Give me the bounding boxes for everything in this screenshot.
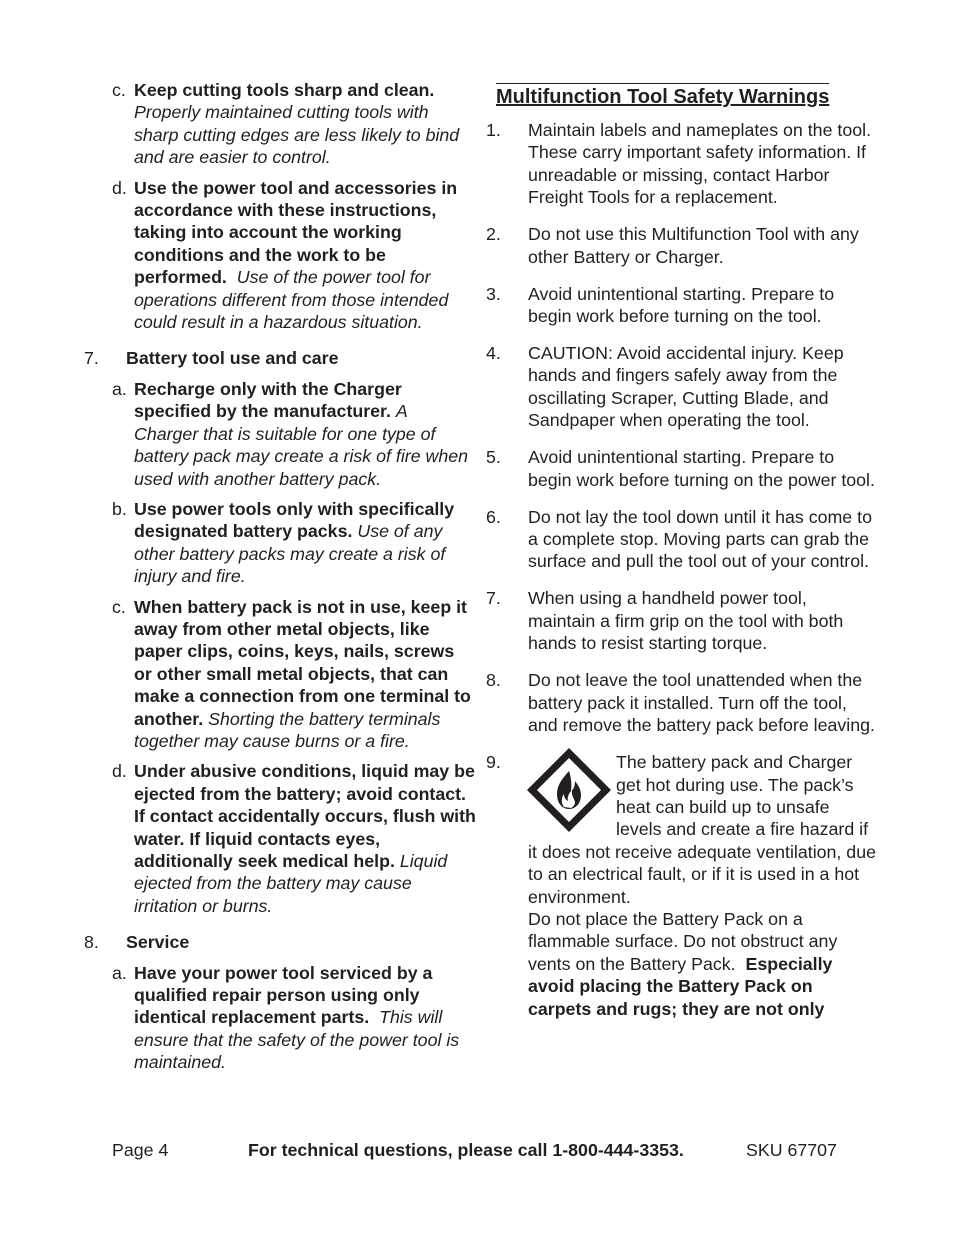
item-text: CAUTION: Avoid accidental injury. Keep hands and fingers safely away from the oscillating Scraper, Cutting Blade, and Sandpaper when operating the tool.: [528, 343, 844, 431]
subitem-italic-text: Use of the power tool for operations different from those intended could result in a hazardous situation.: [134, 267, 449, 333]
subitem-letter: b.: [112, 498, 127, 519]
subitem-letter: c.: [112, 596, 126, 617]
section-number: 7.: [84, 348, 99, 369]
fire-hazard-icon: [526, 747, 612, 833]
subitem-bold-text: Use power tools only with specifically designated battery packs.: [134, 498, 455, 542]
warning-item-fire: [486, 751, 878, 1020]
item-number: 9.: [486, 752, 501, 773]
subitem-italic-text: Use of any other battery packs may create a risk of injury and fire.: [134, 521, 446, 587]
item-number: 4.: [486, 343, 501, 364]
item-number: 8.: [486, 670, 501, 691]
warning-item: [486, 223, 878, 268]
fire-warning-text-2: Do not place the Battery Pack on a flammable surface. Do not obstruct any vents on the Battery Pack.: [528, 908, 838, 974]
subitem-italic-text: This will ensure that the safety of the power tool is maintained.: [134, 1007, 460, 1073]
section-title: Battery tool use and care: [126, 348, 339, 369]
item-number: 3.: [486, 283, 501, 304]
item-text: Avoid unintentional starting. Prepare to begin work before turning on the tool.: [528, 283, 835, 327]
subitem-bold-text: When battery pack is not in use, keep it away from other metal objects, like paper clips, coins, keys, nails, screws or other small metal objects, that can make a connection from one terminal to another.: [134, 596, 471, 729]
subitem-bold-text: Recharge only with the Charger specified by the manufacturer.: [134, 378, 402, 422]
subitem-keep-cutting-tools: [84, 79, 476, 169]
item-text: Do not leave the tool unattended when the battery pack it installed. Turn off the tool, and remove the battery pack before leaving.: [528, 670, 875, 736]
item-number: 7.: [486, 588, 501, 609]
warning-item: [486, 669, 878, 736]
subitem-italic-text: Shorting the battery terminals together may cause burns or a fire.: [134, 708, 441, 751]
subitem-italic-text: Properly maintained cutting tools with sharp cutting edges are less likely to bind and are easier to control.: [134, 102, 460, 168]
warning-item: [486, 587, 878, 654]
item-text: Avoid unintentional starting. Prepare to begin work before turning on the power tool.: [528, 447, 875, 490]
sku-label: SKU 67707: [746, 1140, 837, 1160]
warning-item: [486, 342, 878, 432]
subitem-letter: a.: [112, 962, 127, 983]
subitem-bold-text: Use the power tool and accessories in accordance with these instructions, taking into account the working conditions and the work to be performed.: [134, 177, 458, 288]
section-number: 8.: [84, 932, 99, 953]
heading-text: Multifunction Tool Safety Warnings: [496, 83, 829, 109]
item-text: Do not lay the tool down until it has come to a complete stop. Moving parts can grab the surface and pull the tool out of your control.: [528, 506, 872, 572]
section-7-heading: [84, 347, 476, 369]
section-heading: [486, 83, 878, 109]
tech-support-line: For technical questions, please call 1-800-444-3353.: [248, 1140, 684, 1160]
subitem-serviced: [84, 962, 476, 1074]
section-8-heading: [84, 931, 476, 953]
item-text: Maintain labels and nameplates on the tool. These carry important safety information. If unreadable or missing, contact Harbor Freight Tools for a replacement.: [528, 120, 872, 208]
section-title: Service: [126, 932, 190, 953]
subitem-bold-text: Under abusive conditions, liquid may be ejected from the battery; avoid contact. If contact accidentally occurs, flush with water. If liquid contacts eyes, additionally seek medical help.: [134, 761, 476, 871]
subitem-letter: d.: [112, 177, 127, 198]
left-column: [84, 79, 476, 1082]
fire-warning-bold: Especially avoid placing the Battery Pack on carpets and rugs; they are not only: [528, 953, 833, 1019]
warning-item: [486, 119, 878, 209]
subitem-battery-not-in-use: [84, 596, 476, 753]
item-number: 1.: [486, 120, 501, 140]
subitem-abusive-conditions: [84, 760, 476, 917]
fire-warning-text: The battery pack and Charger get hot during use. The pack’s heat can build up to unsafe levels and create a fire hazard if it does not receive adequate ventilation, due to an electrical fault, or if it is used in a hot environment.: [528, 752, 876, 907]
subitem-designated-packs: [84, 498, 476, 588]
subitem-bold-text: Have your power tool serviced by a qualified repair person using only identical replacement parts.: [134, 962, 433, 1028]
subitem-letter: c.: [112, 80, 126, 100]
item-text: When using a handheld power tool, maintain a firm grip on the tool with both hands to resist starting torque.: [528, 588, 844, 654]
page-footer: [0, 1139, 954, 1163]
subitem-italic-text: Liquid ejected from the battery may cause irritation or burns.: [134, 851, 448, 916]
subitem-italic-text: A Charger that is suitable for one type of battery pack may create a risk of fire when used with another battery pack.: [134, 401, 469, 489]
page-number: Page 4: [112, 1140, 169, 1160]
subitem-letter: d.: [112, 761, 127, 782]
warning-item: [486, 506, 878, 573]
item-number: 5.: [486, 447, 501, 468]
warning-item: [486, 446, 878, 491]
warning-item: [486, 283, 878, 328]
subitem-bold-text: Keep cutting tools sharp and clean.: [134, 80, 435, 100]
item-number: 2.: [486, 224, 501, 245]
item-text: Do not use this Multifunction Tool with any other Battery or Charger.: [528, 224, 859, 267]
item-number: 6.: [486, 506, 501, 527]
subitem-use-power-tool: [84, 177, 476, 334]
subitem-letter: a.: [112, 378, 127, 399]
right-column: [486, 79, 878, 1035]
subitem-recharge: [84, 378, 476, 490]
